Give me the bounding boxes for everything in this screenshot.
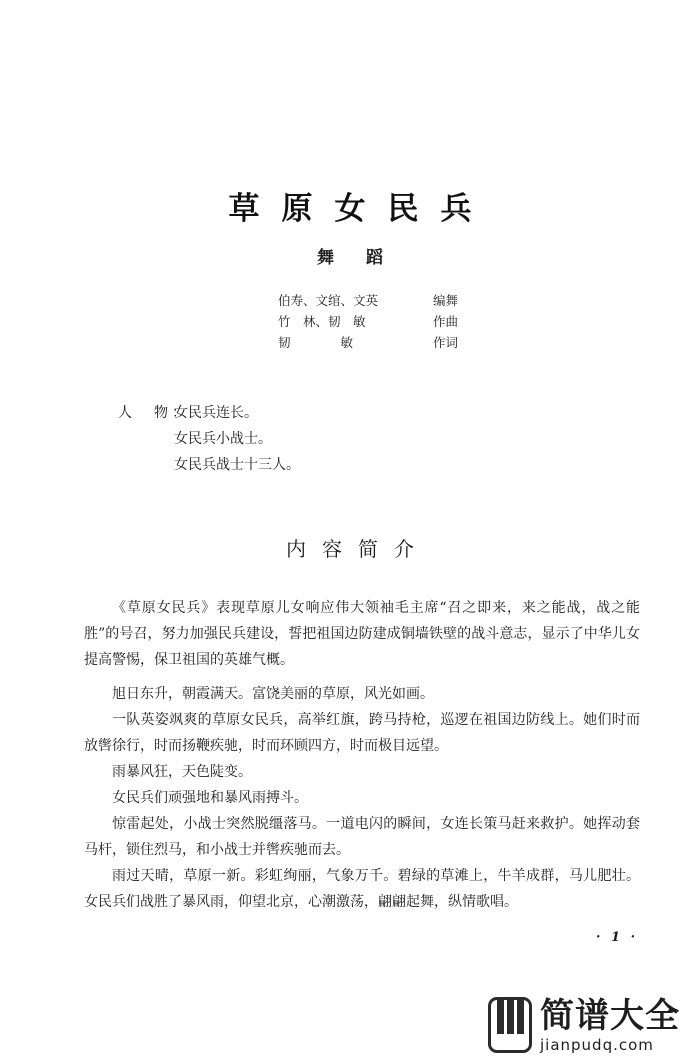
scene-paragraph: 雨暴风狂，天色陡变。 [112, 764, 252, 780]
credit-role: 作词 [432, 335, 458, 350]
page-number: · 1 · [596, 930, 639, 945]
scene-paragraph: 一队英姿飒爽的草原女民兵，高举红旗，跨马持枪，巡逻在祖国边防线上。她们时而放辔徐行，时而扬鞭疾驰，时而环顾四方，时而极目远望。 [84, 712, 640, 754]
cast-row [118, 426, 300, 452]
cast-row [118, 452, 300, 478]
cast-list [118, 400, 300, 478]
credits-block [278, 290, 458, 353]
cast-label: 人 物： [118, 405, 190, 421]
scene-paragraph: 雨过天晴，草原一新。彩虹绚丽，气象万千。碧绿的草滩上，牛羊成群，马儿肥壮。女民兵们战胜了暴风雨，仰望北京，心潮激荡，翩翩起舞，纵情歌唱。 [84, 868, 640, 910]
credit-role: 作曲 [432, 314, 458, 329]
watermark-logo [488, 990, 700, 1060]
scene-description [84, 681, 640, 915]
cast-member: 女民兵连长。 [174, 405, 258, 421]
page-title: 草原女民兵 [228, 191, 494, 227]
genre-subtitle: 舞蹈 [317, 248, 415, 268]
credit-row-music [278, 311, 458, 332]
piano-keys-icon [488, 997, 532, 1053]
section-heading-synopsis: 内容简介 [286, 537, 430, 561]
scene-paragraph: 惊雷起处，小战士突然脱缰落马。一道电闪的瞬间，女连长策马赶来救护。她挥动套马杆，锁住烈马，和小战士并辔疾驰而去。 [84, 816, 640, 858]
credit-role: 编舞 [432, 293, 458, 308]
scene-paragraph: 女民兵们顽强地和暴风雨搏斗。 [112, 790, 308, 806]
credit-row-choreography [278, 290, 458, 311]
watermark-domain: jianpudq.com [540, 1036, 654, 1054]
cast-member: 女民兵战士十三人。 [174, 457, 300, 473]
cast-member: 女民兵小战士。 [174, 431, 272, 447]
credit-names: 竹 林、韧 敏 [278, 314, 366, 329]
cast-row [118, 400, 300, 426]
intro-paragraph: 《草原女民兵》表现草原儿女响应伟大领袖毛主席“召之即来，来之能战，战之能胜”的号召，努力加强民兵建设，誓把祖国边防建成铜墙铁壁的战斗意志，显示了中华儿女提高警惕，保卫祖国的英雄气概。 [84, 600, 640, 668]
credit-row-lyrics [278, 332, 458, 353]
scene-paragraph: 旭日东升，朝霞满天。富饶美丽的草原，风光如画。 [112, 686, 434, 702]
credit-names: 韧 敏 [278, 335, 354, 350]
watermark-name: 简谱大全 [540, 996, 680, 1036]
credit-names: 伯寿、文绾、文英 [278, 293, 379, 308]
